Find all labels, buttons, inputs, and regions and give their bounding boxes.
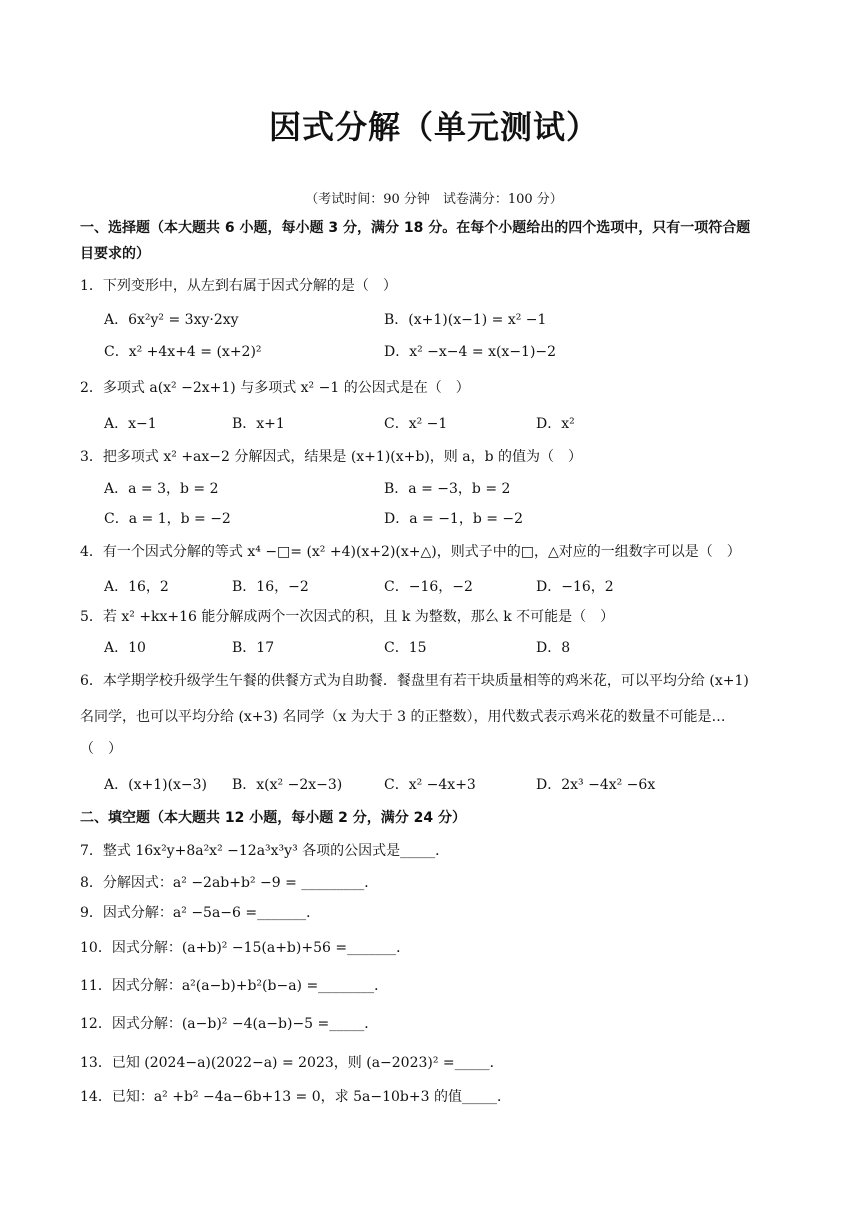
question-13: 13．已知 (2024−a)(2022−a) = 2023，则 (a−2023)² =_____． [80,1055,504,1071]
question-11: 11．因式分解：a²(a−b)+b²(b−a) =________． [80,978,389,994]
section-heading-fill: 二、填空题（本大题共 12 小题，每小题 2 分，满分 24 分） [80,810,466,826]
question-2-stem: 2．多项式 a(x² −2x+1) 与多项式 x² −1 的公因式是在（ ） [80,380,470,396]
question-6-option-d: D．2x³ −4x² −6x [536,777,656,793]
question-3-option-a: A．a = 3，b = 2 [104,481,219,497]
question-5-option-b: B．17 [232,640,275,656]
question-6-option-c: C．x² −4x+3 [384,777,476,793]
question-6-answer-bracket: （ ） [80,741,122,757]
question-5-option-a: A．10 [104,640,146,656]
question-1-option-c: C．x² +4x+4 = (x+2)² [104,344,262,360]
section-heading-choice-cont: 目要求的） [80,246,150,262]
question-3-option-c: C．a = 1，b = −2 [104,511,231,527]
question-1-option-b: B．(x+1)(x−1) = x² −1 [384,312,547,328]
question-3-option-d: D．a = −1，b = −2 [384,511,524,527]
question-6-option-b: B．x(x² −2x−3) [232,777,343,793]
question-2-option-c: C．x² −1 [384,416,448,432]
question-2-option-b: B．x+1 [232,416,285,432]
question-6-stem: 6．本学期学校升级学生午餐的供餐方式为自助餐．餐盘里有若干块质量相等的鸡米花，可以平均分给 (x+1) [80,673,749,689]
question-6-stem-cont: 名同学，也可以平均分给 (x+3) 名同学（x 为大于 3 的正整数），用代数式表示鸡米花的数量不可能是… [80,709,726,725]
question-3-stem: 3．把多项式 x² +ax−2 分解因式，结果是 (x+1)(x+b)，则 a，b 的值为（ ） [80,449,583,465]
section-heading-choice: 一、选择题（本大题共 6 小题，每小题 3 分，满分 18 分。在每个小题给出的四个选项中，只有一项符合题 [80,220,751,236]
question-5-option-c: C．15 [384,640,427,656]
question-8: 8．分解因式：a² −2ab+b² −9 = _________． [80,875,379,891]
question-4-stem: 4．有一个因式分解的等式 x⁴ −□= (x² +4)(x+2)(x+△)，则式子中的□，△对应的一组数字可以是（ ） [80,544,741,560]
question-14: 14．已知：a² +b² −4a−6b+13 = 0，求 5a−10b+3 的值_____． [80,1089,511,1105]
question-10: 10．因式分解：(a+b)² −15(a+b)+56 =_______． [80,940,411,956]
question-4-option-d: D．−16，2 [536,579,614,595]
question-2-option-a: A．x−1 [104,416,157,432]
question-9: 9．因式分解：a² −5a−6 =_______． [80,905,321,921]
exam-info: （考试时间：90 分钟 试卷满分：100 分） [305,192,563,207]
question-5-stem: 5．若 x² +kx+16 能分解成两个一次因式的积，且 k 为整数，那么 k 不可能是（ ） [80,609,615,625]
question-1-option-d: D．x² −x−4 = x(x−1)−2 [384,344,557,360]
page-title: 因式分解（单元测试） [268,108,599,146]
question-1-stem: 1．下列变形中，从左到右属于因式分解的是（ ） [80,278,397,294]
question-3-option-b: B．a = −3，b = 2 [384,481,511,497]
question-4-option-a: A．16，2 [104,579,169,595]
question-12: 12．因式分解：(a−b)² −4(a−b)−5 =_____． [80,1016,379,1032]
question-4-option-b: B．16，−2 [232,579,309,595]
question-6-option-a: A．(x+1)(x−3) [104,777,208,793]
question-5-option-d: D．8 [536,640,571,656]
question-7: 7．整式 16x²y+8a²x² −12a³x³y³ 各项的公因式是_____． [80,843,450,859]
question-2-option-d: D．x² [536,416,575,432]
question-4-option-c: C．−16，−2 [384,579,473,595]
question-1-option-a: A．6x²y² = 3xy·2xy [104,312,239,328]
